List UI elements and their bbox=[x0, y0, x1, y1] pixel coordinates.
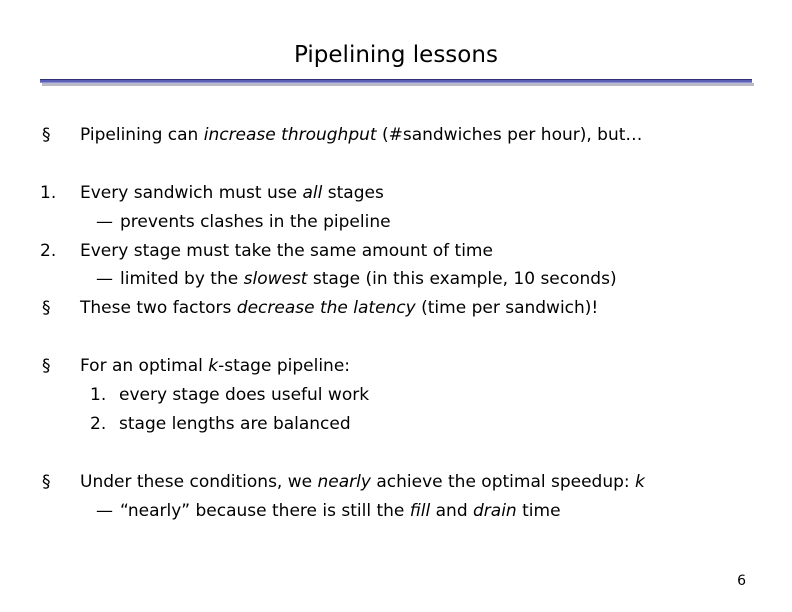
subitem-text: limited by the slowest stage (in this example, 10 seconds) bbox=[120, 269, 617, 289]
subitem-text: prevents clashes in the pipeline bbox=[120, 212, 391, 232]
slide-title: Pipelining lessons bbox=[294, 42, 498, 68]
bullet-text: Pipelining can increase throughput (#sandwiches per hour), but… bbox=[80, 125, 643, 145]
bullet-text: Under these conditions, we nearly achieve the optimal speedup: k bbox=[80, 472, 645, 492]
bullet-marker: § bbox=[42, 356, 51, 376]
dash-marker: — bbox=[96, 501, 113, 521]
list-number: 1. bbox=[90, 385, 107, 405]
list-number: 2. bbox=[90, 414, 107, 434]
bullet-text: For an optimal k-stage pipeline: bbox=[80, 356, 351, 376]
bullet-marker: § bbox=[42, 298, 51, 318]
bullet-text: These two factors decrease the latency (time per sandwich)! bbox=[80, 298, 599, 318]
list-text: Every sandwich must use all stages bbox=[80, 183, 384, 203]
page-number: 6 bbox=[737, 573, 746, 589]
dash-marker: — bbox=[96, 269, 113, 289]
subitem-text: “nearly” because there is still the fill and drain time bbox=[120, 501, 561, 521]
dash-marker: — bbox=[96, 212, 113, 232]
subitem-text: every stage does useful work bbox=[119, 385, 370, 405]
bullet-marker: § bbox=[42, 472, 51, 492]
list-number: 1. bbox=[40, 183, 57, 203]
list-text: Every stage must take the same amount of time bbox=[80, 241, 493, 261]
title-underline-shadow bbox=[42, 83, 754, 86]
subitem-text: stage lengths are balanced bbox=[119, 414, 351, 434]
bullet-marker: § bbox=[42, 125, 51, 145]
list-number: 2. bbox=[40, 241, 57, 261]
